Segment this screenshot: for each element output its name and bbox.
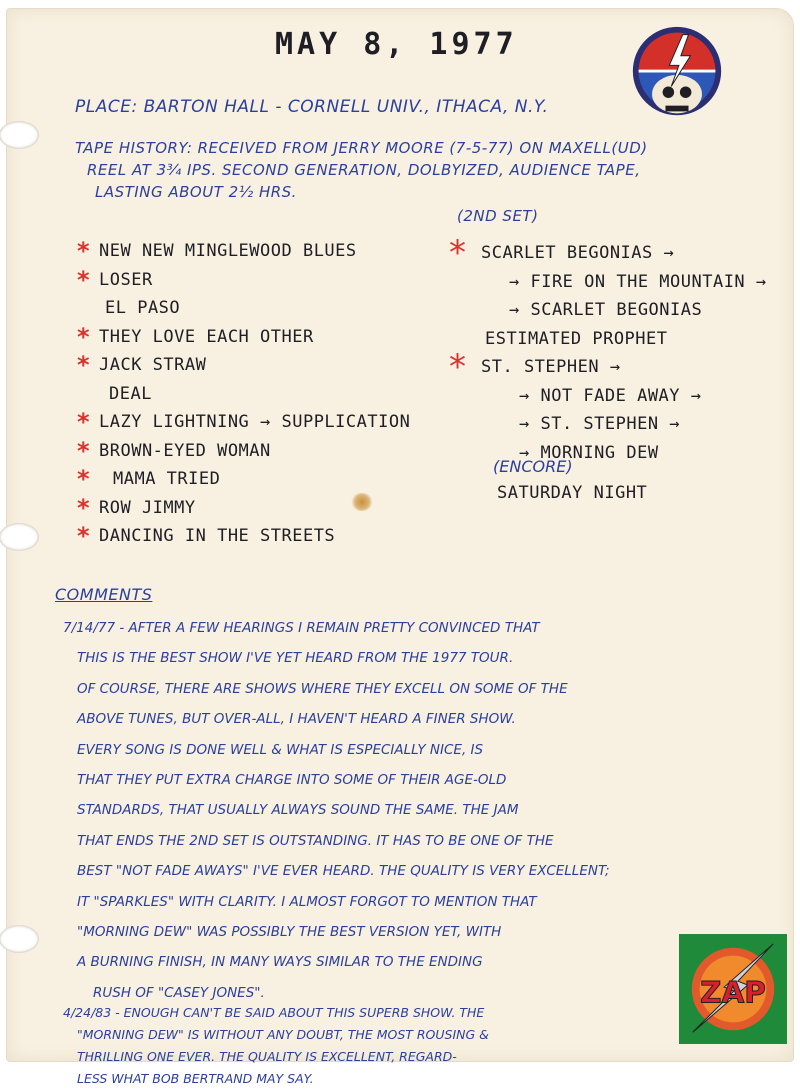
comment-line: 4/24/83 - ENOUGH CAN'T BE SAID ABOUT THIS SUPERB SHOW. THE [63,1005,485,1021]
song-item: * LOSER [77,265,153,294]
comment-line: THAT THEY PUT EXTRA CHARGE INTO SOME OF THEIR AGE-OLD [77,771,507,788]
song-item: * BROWN-EYED WOMAN [77,436,271,465]
comment-line: LESS WHAT BOB BERTRAND MAY SAY. [77,1071,314,1087]
comment-line: EVERY SONG IS DONE WELL & WHAT IS ESPECIALLY NICE, IS [77,741,484,758]
song-item: * MAMA TRIED [77,465,221,493]
song-item: * ST. STEPHEN → [449,347,621,387]
red-star-mark: * [77,322,91,351]
show-date: MAY 8, 1977 [275,27,518,62]
zap-logo [679,933,787,1045]
song-item: → MORNING DEW [519,442,659,463]
tape-history-line: LASTING ABOUT 2½ HRS. [95,183,297,201]
second-set-label: (2ND SET) [457,207,539,225]
comment-line: "MORNING DEW" IS WITHOUT ANY DOUBT, THE MOST ROUSING & [77,1027,489,1043]
song-item: * LAZY LIGHTNING → SUPPLICATION [77,408,411,436]
comment-line: STANDARDS, THAT USUALLY ALWAYS SOUND THE SAME. THE JAM [77,802,519,819]
song-item: → NOT FADE AWAY → [519,385,702,406]
song-item: * ROW JIMMY [77,493,196,522]
red-star-mark: * [77,436,91,465]
song-item: * JACK STRAW [77,351,207,379]
comment-line: "MORNING DEW" WAS POSSIBLY THE BEST VERSION YET, WITH [77,923,502,940]
song-item: EL PASO [105,298,181,318]
comment-line: OF COURSE, THERE ARE SHOWS WHERE THEY EXCELL ON SOME OF THE [77,680,568,697]
notebook-page [6,8,794,1087]
song-item: ESTIMATED PROPHET [485,328,668,349]
encore-song: SATURDAY NIGHT [497,483,648,503]
zap-logo-text: ZAP [700,975,766,1010]
comments-heading: COMMENTS [55,585,153,604]
punch-hole [0,121,39,149]
encore-label: (ENCORE) [493,457,573,476]
comment-line: THAT ENDS THE 2ND SET IS OUTSTANDING. IT HAS TO BE ONE OF THE [77,832,554,849]
punch-hole [0,925,39,953]
tape-history [75,137,648,203]
red-star-mark: * [77,351,91,379]
song-item: DEAL [109,383,152,404]
red-star-mark: * [449,233,467,273]
coffee-stain [351,493,373,511]
song-item: * SCARLET BEGONIAS → [449,233,675,273]
song-item: * DANCING IN THE STREETS [77,522,336,550]
comment-line: 7/14/77 - AFTER A FEW HEARINGS I REMAIN PRETTY CONVINCED THAT [63,620,540,636]
red-star-mark: * [77,408,91,436]
punch-hole [0,523,39,551]
comment-line: IT "SPARKLES" WITH CLARITY. I ALMOST FORGOT TO MENTION THAT [77,893,537,910]
red-star-mark: * [77,237,91,265]
song-item: * NEW NEW MINGLEWOOD BLUES [77,237,357,265]
comment-line: THIS IS THE BEST SHOW I'VE YET HEARD FROM THE 1977 TOUR. [77,650,514,667]
comment-line: THRILLING ONE EVER. THE QUALITY IS EXCELLENT, REGARD- [77,1049,457,1065]
song-item: → SCARLET BEGONIAS [509,300,703,320]
song-item: → FIRE ON THE MOUNTAIN → [509,271,767,292]
comment-line: A BURNING FINISH, IN MANY WAYS SIMILAR TO THE ENDING [77,954,483,971]
comment-line: ABOVE TUNES, BUT OVER-ALL, I HAVEN'T HEARD A FINER SHOW. [77,711,516,728]
second-set-list [449,233,767,467]
comment-line: BEST "NOT FADE AWAYS" I'VE EVER HEARD. THE QUALITY IS VERY EXCELLENT; [77,863,610,880]
red-star-mark: * [77,493,91,522]
song-item: → ST. STEPHEN → [519,414,681,434]
stealie-skull-logo [629,25,725,121]
comment-line: RUSH OF "CASEY JONES". [93,984,265,1001]
venue-line: PLACE: BARTON HALL - CORNELL UNIV., ITHACA, N.Y. [75,97,549,117]
red-star-mark: * [77,465,91,493]
red-star-mark: * [77,265,91,294]
red-star-mark: * [77,522,91,550]
song-item: * THEY LOVE EACH OTHER [77,322,314,351]
tape-history-line: REEL AT 3¾ IPS. SECOND GENERATION, DOLBYIZED, AUDIENCE TAPE, [87,161,641,179]
red-star-mark: * [449,347,467,387]
tape-history-line: TAPE HISTORY: RECEIVED FROM JERRY MOORE (7-5-77) ON MAXELL(UD) [75,139,648,157]
